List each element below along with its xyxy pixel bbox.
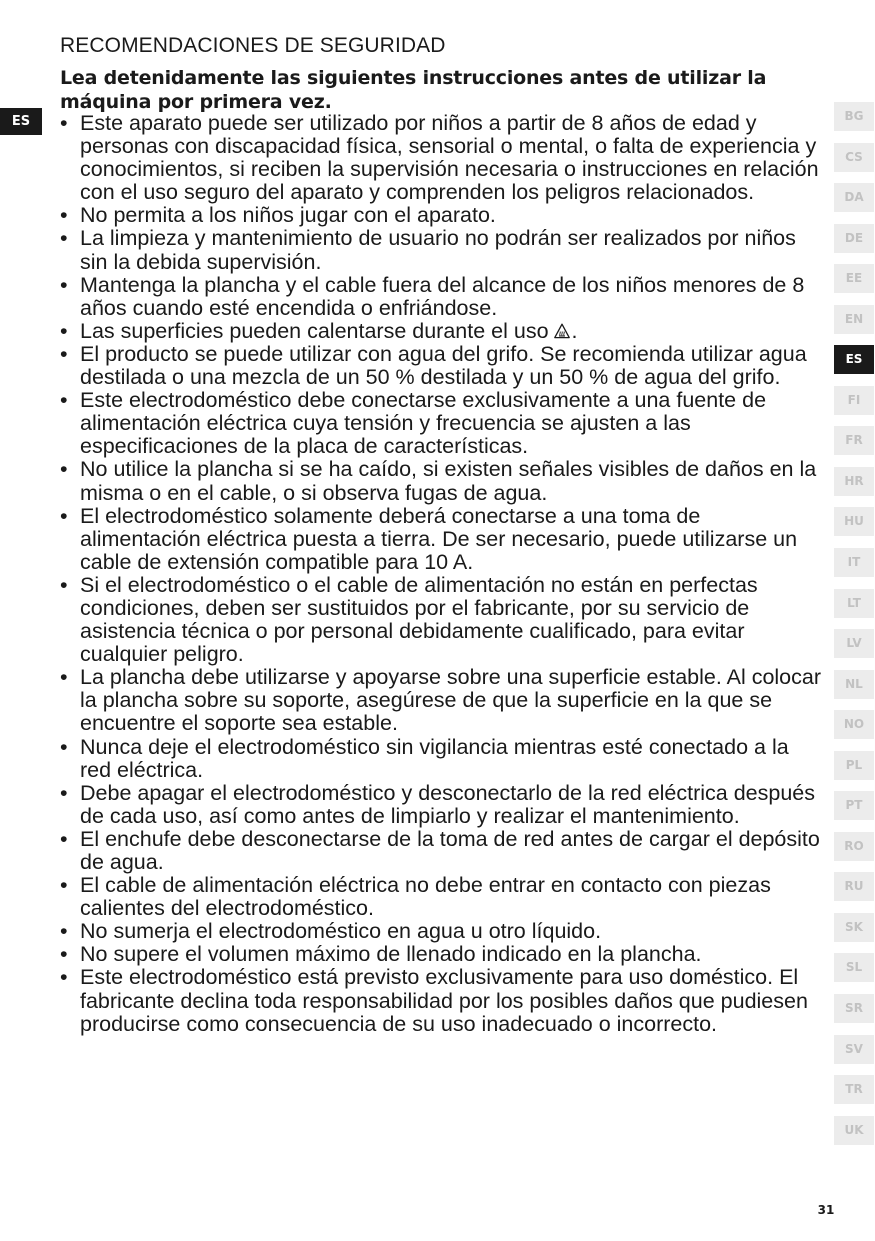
language-tab-sk[interactable]: SK [834, 913, 874, 942]
safety-instructions-list [60, 112, 825, 1036]
list-item-text: No supere el volumen máximo de llenado indicado en la plancha. [80, 942, 702, 967]
language-tab-sr[interactable]: SR [834, 994, 874, 1023]
list-item [60, 204, 825, 227]
list-item-suffix: . [571, 318, 578, 343]
language-tab-pl[interactable]: PL [834, 751, 874, 780]
bullet-marker: • [60, 734, 68, 759]
list-item [60, 666, 825, 735]
bullet-marker: • [60, 341, 68, 366]
list-item-text: Mantenga la plancha y el cable fuera del alcance de los niños menores de 8 años cuando esté encendida o enfriándose. [80, 272, 805, 320]
list-item-text: No sumerja el electrodoméstico en agua u otro líquido. [80, 919, 602, 944]
bullet-marker: • [60, 942, 68, 967]
page-subtitle: Lea detenidamente las siguientes instrucciones antes de utilizar la máquina por primera vez. [60, 67, 767, 113]
list-item-text: El enchufe debe desconectarse de la toma de red antes de cargar el depósito de agua. [80, 826, 820, 874]
bullet-marker: • [60, 572, 68, 597]
list-item [60, 943, 825, 966]
list-item-text: La limpieza y mantenimiento de usuario no podrán ser realizados por niños sin la debida supervisión. [80, 226, 796, 274]
bullet-marker: • [60, 503, 68, 528]
language-tab-lv[interactable]: LV [834, 629, 874, 658]
language-tab-ee[interactable]: EE [834, 264, 874, 293]
language-tab-uk[interactable]: UK [834, 1116, 874, 1145]
page-number: 31 [817, 1203, 835, 1217]
list-item [60, 782, 825, 828]
bullet-marker: • [60, 919, 68, 944]
bullet-marker: • [60, 780, 68, 805]
language-tab-fr[interactable]: FR [834, 426, 874, 455]
list-item-text: Este aparato puede ser utilizado por niños a partir de 8 años de edad y personas con discapacidad física, sensorial o mental, o falta de experiencia y conocimientos, si reciben la supervisión necesaria o instrucciones en relación con el uso seguro del aparato y comprenden los peligros relacionados. [80, 111, 819, 205]
bullet-marker: • [60, 965, 68, 990]
language-tab-en[interactable]: EN [834, 305, 874, 334]
page-title: RECOMENDACIONES DE SEGURIDAD [60, 34, 446, 57]
list-item [60, 920, 825, 943]
list-item [60, 736, 825, 782]
language-tab-sl[interactable]: SL [834, 953, 874, 982]
list-item-text: Las superficies pueden calentarse durante el uso [80, 318, 549, 343]
list-item-text: El electrodoméstico solamente deberá conectarse a una toma de alimentación eléctrica puesta a tierra. De ser necesario, puede utilizarse un cable de extensión compatible para 10 A. [80, 503, 798, 574]
language-tab-bg[interactable]: BG [834, 102, 874, 131]
hot-surface-warning-icon [554, 323, 570, 339]
list-item-text: El cable de alimentación eléctrica no debe entrar en contacto con piezas calientes del electrodoméstico. [80, 873, 771, 921]
list-item-text: Si el electrodoméstico o el cable de alimentación no están en perfectas condiciones, deben ser sustituidos por el fabricante, por su servicio de asistencia técnica o por personal debidamente cualificado, para evitar cualquier peligro. [80, 572, 758, 667]
list-item-text: No utilice la plancha si se ha caído, si existen señales visibles de daños en la misma o en el cable, o si observa fugas de agua. [80, 457, 817, 505]
bullet-marker: • [60, 111, 68, 135]
list-item-text: No permita a los niños jugar con el aparato. [80, 203, 496, 228]
language-tab-lt[interactable]: LT [834, 589, 874, 618]
language-tab-pt[interactable]: PT [834, 791, 874, 820]
list-item [60, 458, 825, 504]
list-item [60, 320, 825, 343]
language-tab-tr[interactable]: TR [834, 1075, 874, 1104]
list-item-text: Debe apagar el electrodoméstico y desconectarlo de la red eléctrica después de cada uso, así como antes de limpiarlo y realizar el mantenimiento. [80, 780, 816, 828]
bullet-marker: • [60, 318, 68, 343]
language-tab-da[interactable]: DA [834, 183, 874, 212]
bullet-marker: • [60, 873, 68, 898]
list-item-text: La plancha debe utilizarse y apoyarse sobre una superficie estable. Al colocar la plancha sobre su soporte, asegúrese de que la superficie en la que se encuentre el soporte sea estable. [80, 665, 822, 736]
list-item-text: Este electrodoméstico debe conectarse exclusivamente a una fuente de alimentación eléctrica cuya tensión y frecuencia se ajusten a las especificaciones de la placa de características. [80, 388, 767, 459]
bullet-marker: • [60, 203, 68, 228]
section-language-tab: ES [0, 108, 42, 135]
language-tab-de[interactable]: DE [834, 224, 874, 253]
language-tab-no[interactable]: NO [834, 710, 874, 739]
list-item [60, 574, 825, 666]
language-tab-hu[interactable]: HU [834, 507, 874, 536]
language-index-rail [834, 102, 874, 1156]
language-tab-hr[interactable]: HR [834, 467, 874, 496]
list-item [60, 966, 825, 1035]
bullet-marker: • [60, 457, 68, 482]
list-item-text: Nunca deje el electrodoméstico sin vigilancia mientras esté conectado a la red eléctrica. [80, 734, 789, 782]
list-item [60, 274, 825, 320]
language-tab-ro[interactable]: RO [834, 832, 874, 861]
language-tab-cs[interactable]: CS [834, 143, 874, 172]
list-item-text: Este electrodoméstico está previsto exclusivamente para uso doméstico. El fabricante declina toda responsabilidad por los posibles daños que pudiesen producirse como consecuencia de su uso inadecuado o incorrecto. [80, 965, 808, 1036]
bullet-marker: • [60, 226, 68, 251]
bullet-marker: • [60, 826, 68, 851]
list-item [60, 343, 825, 389]
bullet-marker: • [60, 272, 68, 297]
list-item-text: El producto se puede utilizar con agua del grifo. Se recomienda utilizar agua destilada o una mezcla de un 50 % destilada y un 50 % de agua del grifo. [80, 341, 807, 390]
list-item [60, 828, 825, 874]
language-tab-it[interactable]: IT [834, 548, 874, 577]
list-item [60, 112, 825, 204]
bullet-marker: • [60, 665, 68, 690]
bullet-marker: • [60, 388, 68, 413]
list-item [60, 389, 825, 458]
language-tab-sv[interactable]: SV [834, 1035, 874, 1064]
list-item [60, 874, 825, 920]
language-tab-fi[interactable]: FI [834, 386, 874, 415]
language-tab-es[interactable]: ES [834, 345, 874, 374]
language-tab-nl[interactable]: NL [834, 670, 874, 699]
list-item [60, 505, 825, 574]
list-item [60, 227, 825, 273]
language-tab-ru[interactable]: RU [834, 872, 874, 901]
